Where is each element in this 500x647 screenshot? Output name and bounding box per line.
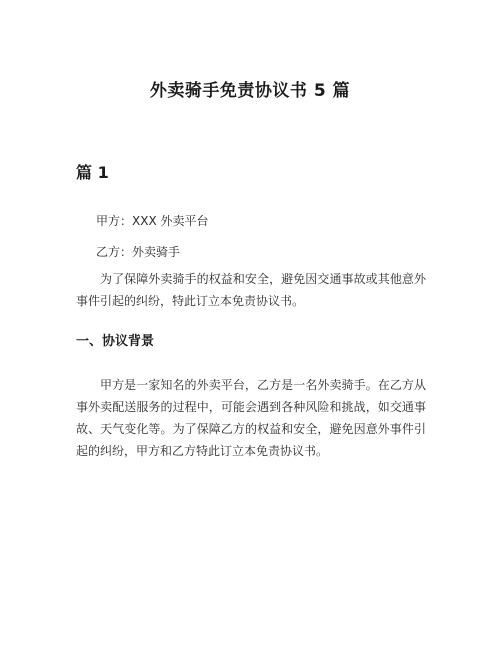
background-heading: 一、协议背景 xyxy=(76,334,155,349)
document-title: 外卖骑手免责协议书 5 篇 xyxy=(149,81,351,101)
background-paragraph: 甲方是一家知名的外卖平台，乙方是一名外卖骑手。在乙方从事外卖配送服务的过程中，可能会遇到各种风险和挑战，如交通事故、天气变化等。为了保障乙方的权益和安全，避免因意外事件引起的纠纷，甲方和乙方特此订立本免责协议书。 xyxy=(76,378,426,458)
party-b-line: 乙方：外卖骑手 xyxy=(96,245,181,259)
section-title: 篇 1 xyxy=(76,163,109,182)
intro-paragraph: 为了保障外卖骑手的权益和安全，避免因交通事故或其他意外事件引起的纠纷，特此订立本免责协议书。 xyxy=(76,272,426,308)
party-a-line: 甲方：XXX 外卖平台 xyxy=(96,214,209,228)
